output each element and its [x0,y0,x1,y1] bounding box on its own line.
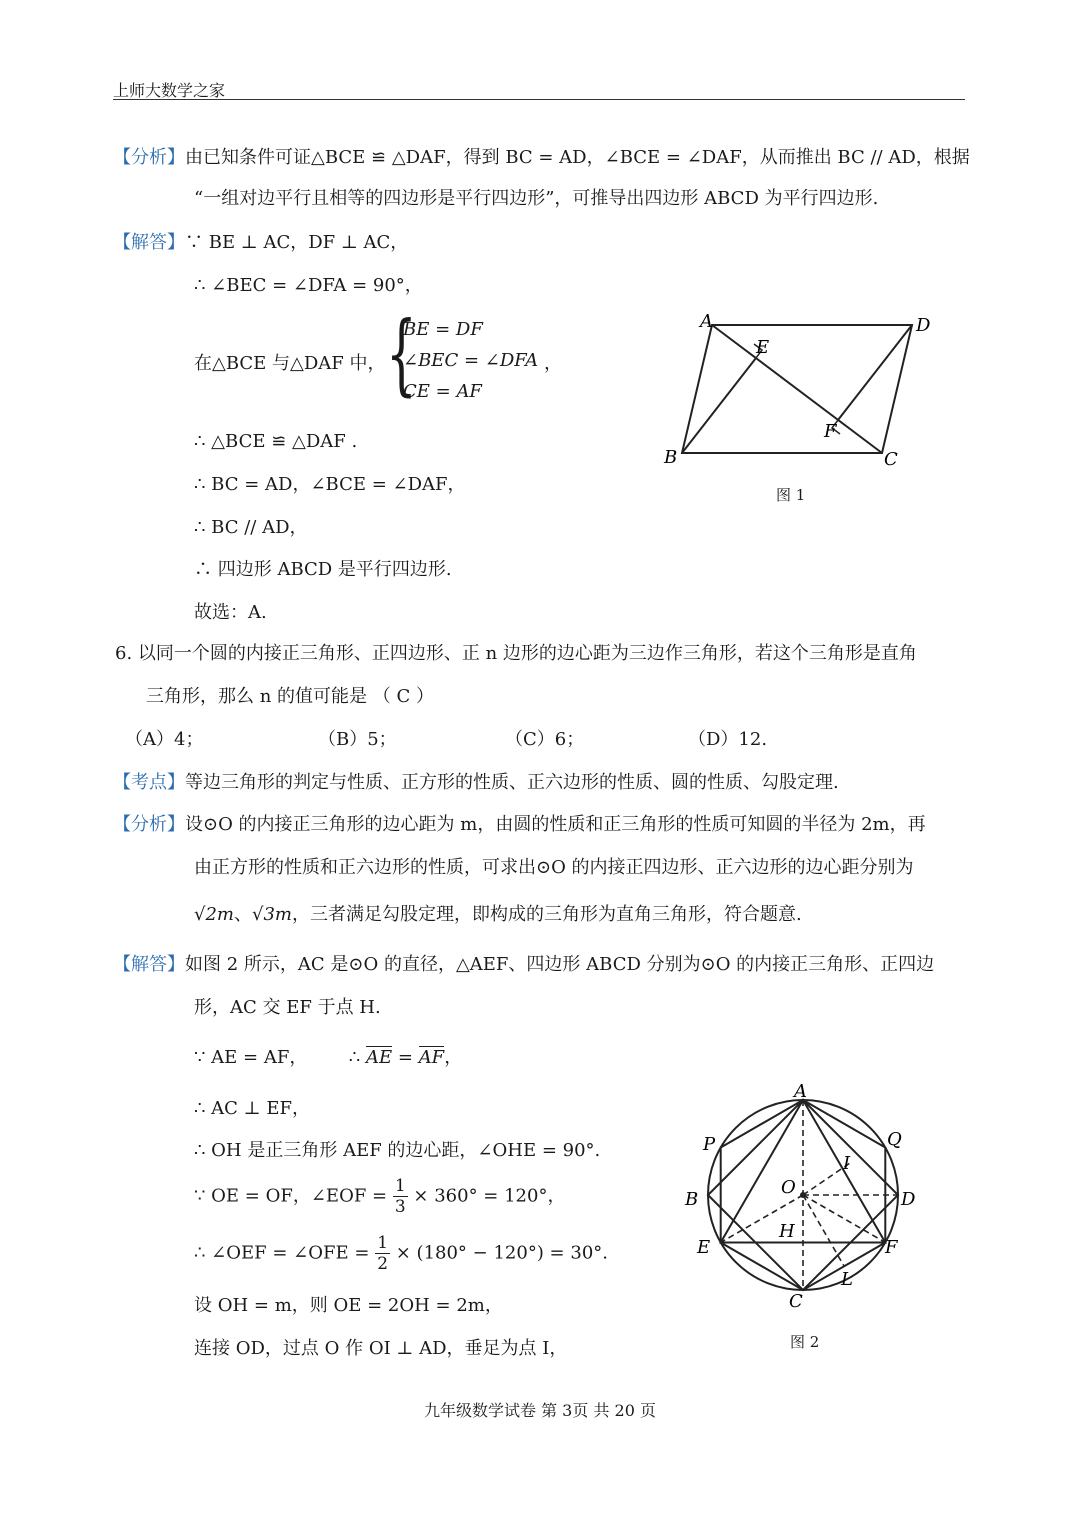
option-c: （C）6； [505,729,585,750]
sqrt3m: √3m [252,904,292,925]
system-brace: { [386,302,417,405]
brace-eq-2: ∠BEC = ∠DFA [403,350,539,371]
header-title: 上师大数学之家 [113,81,226,100]
eq6-prefix: ∵ OE = OF，∠EOF = [194,1185,388,1207]
q6-analysis-line-3-rest: ，三者满足勾股定理，即构成的三角形为直角三角形，符合题意. [292,904,802,925]
fig2-label-a: A [794,1081,807,1102]
fig2-label-i: I [843,1153,851,1174]
fig2-label-h: H [779,1221,795,1242]
q6-solution-line-5: ∴ OH 是正三角形 AEF 的边心距，∠OHE = 90°. [194,1140,601,1161]
arc-ae: AE [365,1047,393,1068]
fig2-label-b: B [685,1189,699,1210]
q6-analysis-line-3 [194,903,802,927]
solution-line-8: 故选：A. [194,602,267,623]
figure-1-caption: 图 1 [776,486,806,504]
q6-solution-line-7 [194,1233,608,1274]
q6-analysis-line-1: 设⊙O 的内接正三角形的边心距为 m，由圆的性质和正三角形的性质可知圆的半径为 2m，再 [185,814,926,835]
q6-solution-line-3 [194,1046,462,1070]
q6-analysis-tag: 【分析】 [113,814,185,835]
fig2-label-c: C [789,1291,803,1312]
analysis-tag: 【分析】 [113,147,185,168]
fig2-label-d: D [901,1189,916,1210]
fig2-label-p: P [703,1134,716,1155]
figure-2 [675,1075,935,1320]
label-c: C [884,449,898,470]
brace-eq-1: BE = DF [403,319,483,340]
q6-stem-line-1: 6. 以同一个圆的内接正三角形、正四边形、正 n 边形的边心距为三边作三角形，若这个三角形是直角 [115,643,917,664]
solution-line-3: 在△BCE 与△DAF 中， [194,353,386,374]
page-footer: 九年级数学试卷 第 3页 共 20 页 [424,1401,656,1420]
q6-stem-line-2: 三角形，那么 n 的值可能是 （ C ） [146,686,434,707]
solution-line-7: ∴ 四边形 ABCD 是平行四边形. [194,559,452,580]
label-b: B [664,447,678,468]
fig2-label-o: O [781,1177,796,1198]
q6-solution-line-6 [194,1176,565,1217]
q6-solution [113,953,934,977]
brace-eq-3: CE = AF [403,381,482,402]
solution-line-6: ∴ BC // AD， [194,517,308,538]
q6-analysis [113,813,926,837]
kaodian-text: 等边三角形的判定与性质、正方形的性质、正六边形的性质、圆的性质、勾股定理. [185,772,839,793]
fraction-one-half: $\frac{1}{2}$ [377,1233,389,1274]
analysis-line-2: “一组对边平行且相等的四边形是平行四边形”，可推导出四边形 ABCD 为平行四边形. [194,188,879,209]
arc-af: AF [418,1047,445,1068]
q6-solution-line-4: ∴ AC ⊥ EF， [194,1098,310,1119]
therefore-symbol: ∴ [348,1047,361,1068]
fig2-label-e: E [697,1237,711,1258]
sqrt2m: √2m [194,904,234,925]
arc-end: ， [444,1047,463,1068]
q6-solution-tag: 【解答】 [113,954,185,975]
kaodian-tag: 【考点】 [113,772,185,793]
solution-tag: 【解答】 [113,232,185,253]
center-point [800,1192,806,1198]
solution-line-1: ∵ BE ⊥ AC，DF ⊥ AC， [185,232,409,253]
eq7-suffix: × (180° − 120°) = 30°. [395,1242,608,1264]
option-d: （D）12. [688,729,768,750]
eq6-suffix: × 360° = 120°， [413,1185,566,1207]
q6-solution-line-2: 形，AC 交 EF 于点 H. [194,997,381,1018]
fraction-one-third: $\frac{1}{3}$ [394,1176,406,1217]
q6-kaodian [113,771,839,795]
fig2-label-f: F [885,1237,898,1258]
q6-solution-line-8: 设 OH = m，则 OE = 2OH = 2m， [194,1295,503,1316]
label-e: E [756,337,770,358]
ae-equals-af: ∵ AE = AF， [194,1047,308,1068]
eq7-prefix: ∴ ∠OEF = ∠OFE = [194,1242,370,1264]
arc-equals: = [397,1047,413,1068]
q5-solution [113,231,408,255]
solution-line-5: ∴ BC = AD，∠BCE = ∠DAF， [194,474,466,495]
brace-suffix: ， [544,353,562,374]
figure-2-caption: 图 2 [790,1333,820,1351]
q6-solution-line-9: 连接 OD，过点 O 作 OI ⊥ AD，垂足为点 I， [194,1338,568,1359]
diagonal-ac [712,325,882,453]
solution-line-2: ∴ ∠BEC = ∠DFA = 90°， [194,275,423,296]
fig2-label-q: Q [887,1129,902,1150]
q6-analysis-line-2: 由正方形的性质和正六边形的性质，可求出⊙O 的内接正四边形、正六边形的边心距分别为 [194,857,914,878]
q6-solution-line-1: 如图 2 所示，AC 是⊙O 的直径，△AEF、四边形 ABCD 分别为⊙O 的内接正三角形、正四边 [185,954,935,975]
q5-analysis [113,146,970,170]
analysis-line-1: 由已知条件可证△BCE ≌ △DAF，得到 BC = AD，∠BCE = ∠DAF，从而推出 BC // AD，根据 [185,147,970,168]
solution-line-4: ∴ △BCE ≌ △DAF . [194,431,358,452]
option-b: （B）5； [318,729,397,750]
header-rule [113,99,965,100]
sqrt-separator: 、 [234,904,252,925]
label-a: A [700,311,713,332]
option-a: （A）4； [125,729,204,750]
label-f: F [824,421,837,442]
label-d: D [916,315,931,336]
fig2-label-l: L [841,1269,853,1290]
figure-1 [650,305,950,480]
